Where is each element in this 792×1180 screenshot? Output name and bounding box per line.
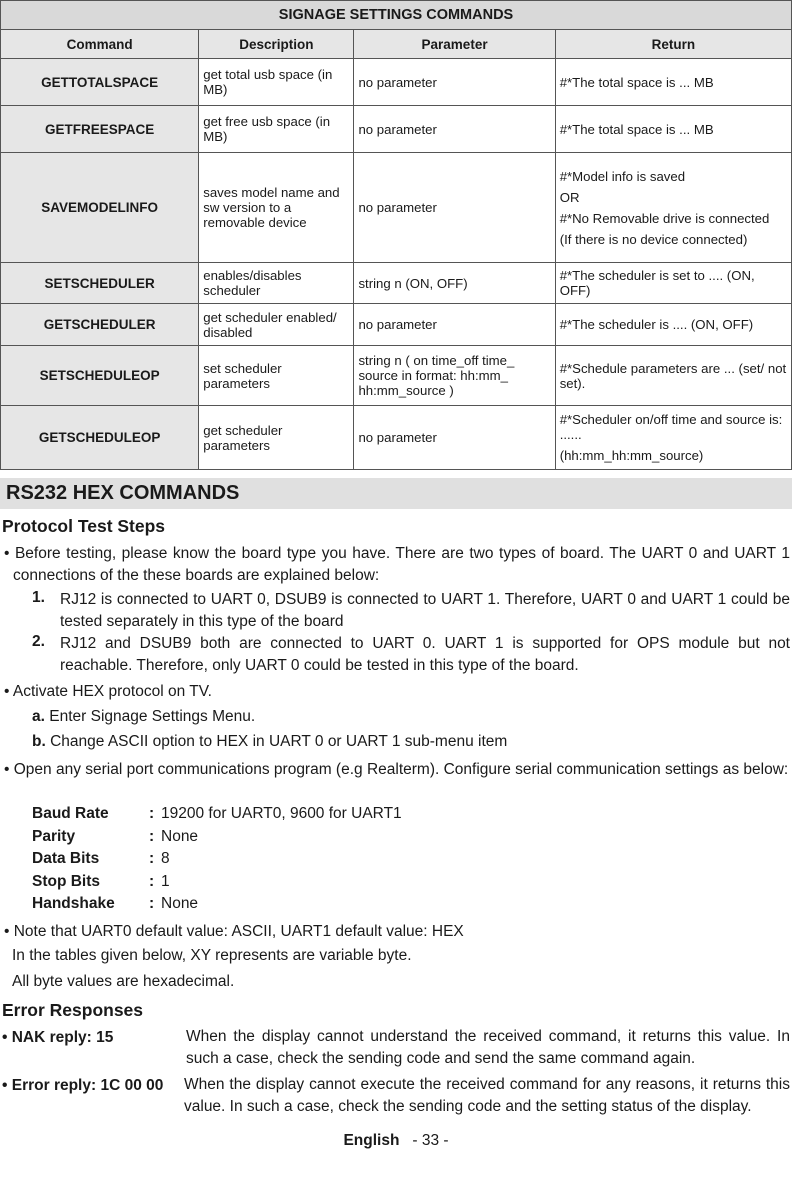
setting-colon: : bbox=[149, 873, 155, 890]
return-cell bbox=[555, 59, 791, 106]
parameter-cell: no parameter bbox=[354, 304, 555, 346]
setting-label: Data Bits bbox=[32, 850, 100, 867]
return-cell bbox=[555, 106, 791, 153]
note-variable-byte: In the tables given below, XY represents are variable byte. bbox=[12, 947, 412, 964]
table-row bbox=[1, 59, 792, 106]
return-line: (If there is no device connected) bbox=[559, 231, 748, 247]
column-header-return: Return bbox=[555, 30, 791, 59]
description-cell: set scheduler parameters bbox=[199, 346, 354, 406]
page-footer bbox=[0, 1132, 792, 1150]
bullet-text: Note that UART0 default value: ASCII, UART1 default value: HEX bbox=[13, 923, 464, 940]
sub-item-a bbox=[32, 708, 255, 726]
return-line: #*Schedule parameters are ... (set/ not set). bbox=[559, 360, 787, 391]
return-cell bbox=[555, 304, 791, 346]
command-cell: GETFREESPACE bbox=[1, 106, 199, 153]
sub-item-label: b. bbox=[32, 733, 46, 750]
description-cell: enables/disables scheduler bbox=[199, 263, 354, 304]
parameter-cell: no parameter bbox=[354, 406, 555, 470]
parameter-cell: no parameter bbox=[354, 153, 555, 263]
table-row bbox=[1, 304, 792, 346]
setting-value: None bbox=[161, 828, 199, 845]
return-line: #*The total space is ... MB bbox=[559, 74, 714, 90]
return-cell bbox=[555, 153, 791, 263]
section-title: RS232 HEX COMMANDS bbox=[0, 478, 792, 509]
bullet-text: Open any serial port communications program (e.g Realterm). Configure serial communication settings as below: bbox=[13, 761, 789, 778]
command-cell: GETTOTALSPACE bbox=[1, 59, 199, 106]
return-line: #*The scheduler is set to .... (ON, OFF) bbox=[559, 268, 755, 298]
parameter-cell: string n ( on time_off time_ source in format: hh:mm_ hh:mm_source ) bbox=[354, 346, 555, 406]
column-header-parameter: Parameter bbox=[354, 30, 555, 59]
return-line: (hh:mm_hh:mm_source) bbox=[559, 448, 704, 463]
setting-colon: : bbox=[149, 895, 155, 912]
list-item-text: RJ12 is connected to UART 0, DSUB9 is connected to UART 1. Therefore, UART 0 and UART 1 could be tested separately in this type of the board bbox=[60, 591, 790, 630]
return-cell bbox=[555, 263, 791, 304]
return-line: #*The total space is ... MB bbox=[559, 121, 714, 137]
setting-value: None bbox=[161, 895, 199, 912]
signage-settings-table bbox=[0, 0, 792, 470]
setting-colon: : bbox=[149, 805, 155, 822]
return-line: #*No Removable drive is connected bbox=[559, 210, 770, 226]
return-line: OR bbox=[559, 189, 580, 205]
setting-value: 19200 for UART0, 9600 for UART1 bbox=[161, 805, 402, 822]
signage-settings-table-container bbox=[0, 0, 792, 470]
setting-colon: : bbox=[149, 828, 155, 845]
bullet-serial-program: • Open any serial port communications program (e.g Realterm). Configure serial communication settings as below: bbox=[4, 761, 789, 778]
error-reply-text: When the display cannot execute the received command for any reasons, it returns this value. In such a case, check the sending code and the setting status of the display. bbox=[184, 1076, 790, 1115]
column-header-description: Description bbox=[199, 30, 354, 59]
return-cell bbox=[555, 346, 791, 406]
command-cell: GETSCHEDULER bbox=[1, 304, 199, 346]
sub-item-text: Enter Signage Settings Menu. bbox=[49, 708, 256, 725]
error-reply-label: • Error reply: 1C 00 00 bbox=[2, 1077, 164, 1094]
parameter-cell: no parameter bbox=[354, 106, 555, 153]
description-cell: get scheduler parameters bbox=[199, 406, 354, 470]
list-item-text: RJ12 and DSUB9 both are connected to UART 0. UART 1 is supported for OPS module but not reachable. Therefore, only UART 0 could be tested in this type of the board. bbox=[60, 635, 790, 674]
parameter-cell: no parameter bbox=[354, 59, 555, 106]
page-number: - 33 - bbox=[412, 1132, 449, 1149]
return-line: #*The scheduler is .... (ON, OFF) bbox=[559, 317, 754, 332]
table-title: SIGNAGE SETTINGS COMMANDS bbox=[1, 1, 792, 30]
footer-language: English bbox=[343, 1132, 400, 1149]
command-cell: SETSCHEDULEOP bbox=[1, 346, 199, 406]
nak-reply-text: When the display cannot understand the received command, it returns this value. In such a case, check the sending code and send the same command again. bbox=[186, 1028, 790, 1067]
setting-label: Parity bbox=[32, 828, 76, 845]
return-cell bbox=[555, 406, 791, 470]
list-number: 1. bbox=[32, 589, 45, 606]
protocol-heading: Protocol Test Steps bbox=[2, 516, 166, 536]
bullet-default-values: • Note that UART0 default value: ASCII, UART1 default value: HEX bbox=[4, 923, 464, 940]
bullet-board-types: • Before testing, please know the board type you have. There are two types of board. The UART 0 and UART 1 connections of the these boards are explained below: bbox=[4, 545, 791, 584]
table-row bbox=[1, 263, 792, 304]
bullet-text: Activate HEX protocol on TV. bbox=[12, 683, 212, 700]
description-cell: saves model name and sw version to a removable device bbox=[199, 153, 354, 263]
note-hexadecimal: All byte values are hexadecimal. bbox=[12, 973, 235, 990]
error-responses-heading: Error Responses bbox=[2, 1000, 144, 1020]
table-row bbox=[1, 406, 792, 470]
command-cell: SAVEMODELINFO bbox=[1, 153, 199, 263]
table-row bbox=[1, 346, 792, 406]
list-number: 2. bbox=[32, 633, 45, 650]
sub-item-label: a. bbox=[32, 708, 45, 725]
setting-label: Baud Rate bbox=[32, 805, 109, 822]
nak-reply-label: • NAK reply: 15 bbox=[2, 1029, 114, 1046]
bullet-text: Before testing, please know the board type you have. There are two types of board. The UART 0 and UART 1 connections of the these boards are explained below: bbox=[13, 545, 791, 584]
command-cell: SETSCHEDULER bbox=[1, 263, 199, 304]
command-cell: GETSCHEDULEOP bbox=[1, 406, 199, 470]
column-header-command: Command bbox=[1, 30, 199, 59]
bullet-activate-hex: • Activate HEX protocol on TV. bbox=[4, 683, 212, 700]
setting-value: 1 bbox=[161, 873, 170, 890]
description-cell: get scheduler enabled/ disabled bbox=[199, 304, 354, 346]
parameter-cell: string n (ON, OFF) bbox=[354, 263, 555, 304]
setting-colon: : bbox=[149, 850, 155, 867]
setting-value: 8 bbox=[161, 850, 170, 867]
description-cell: get free usb space (in MB) bbox=[199, 106, 354, 153]
sub-item-text: Change ASCII option to HEX in UART 0 or UART 1 sub-menu item bbox=[50, 733, 508, 750]
sub-item-b bbox=[32, 733, 507, 751]
setting-label: Stop Bits bbox=[32, 873, 101, 890]
table-row bbox=[1, 106, 792, 153]
return-line: #*Model info is saved bbox=[559, 168, 686, 184]
table-row bbox=[1, 153, 792, 263]
description-cell: get total usb space (in MB) bbox=[199, 59, 354, 106]
return-line: #*Scheduler on/off time and source is: ...... bbox=[559, 412, 783, 442]
setting-label: Handshake bbox=[32, 895, 115, 912]
